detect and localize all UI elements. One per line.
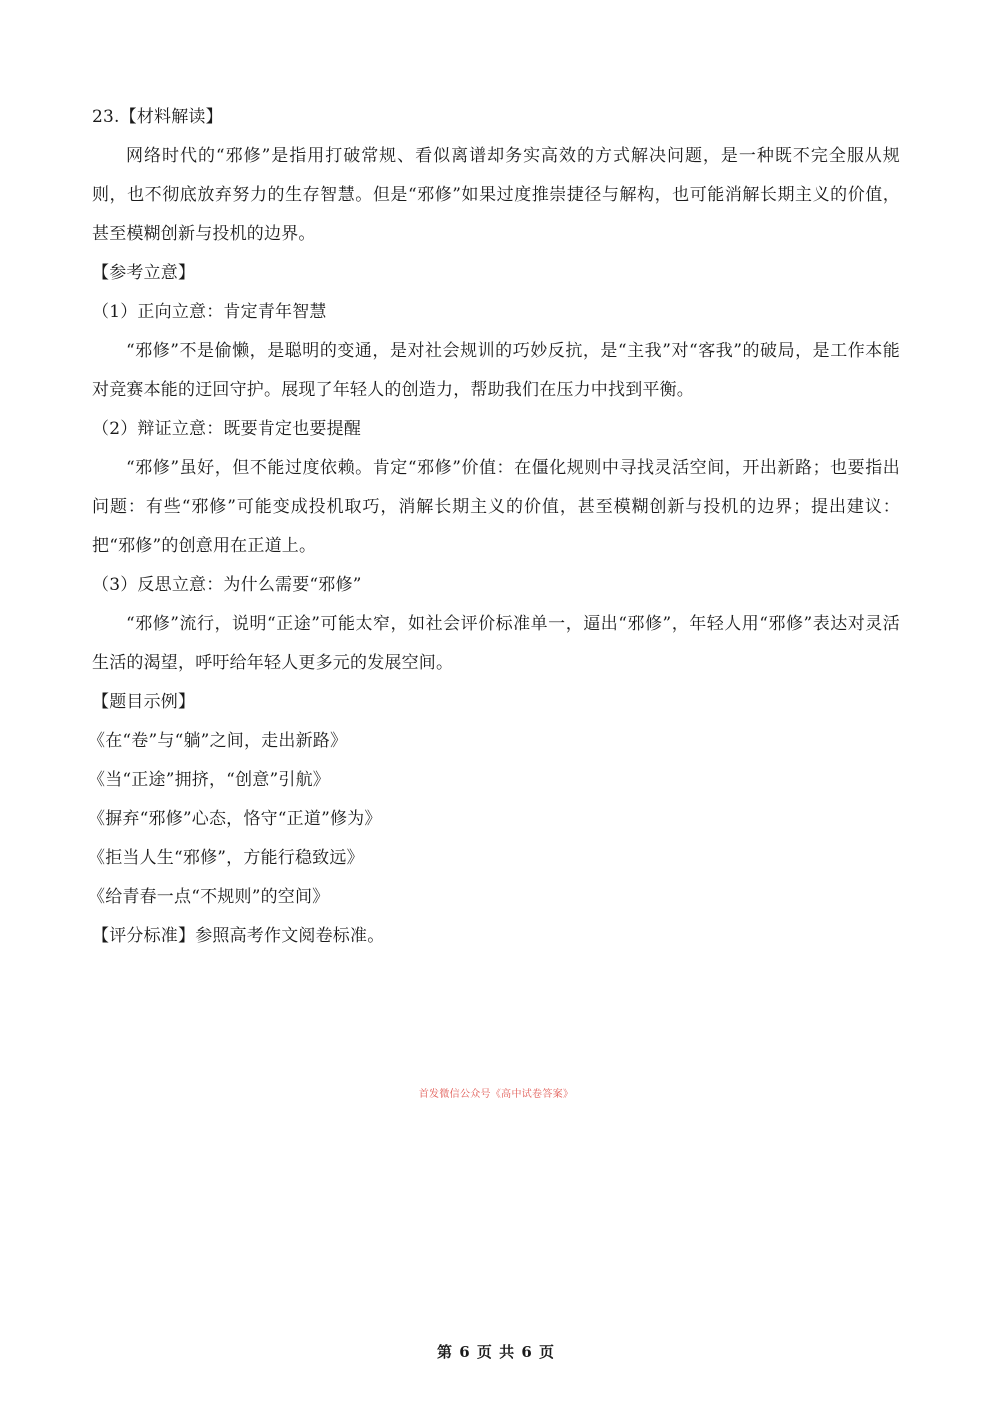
- scoring-standard: 【评分标准】参照高考作文阅卷标准。: [92, 926, 385, 946]
- example-title: 《拒当人生“邪修”，方能行稳致远》: [88, 848, 364, 868]
- example-titles-list: [88, 722, 900, 917]
- angle-3-body: “邪修”流行，说明“正途”可能太窄，如社会评价标准单一，逼出“邪修”，年轻人用“邪修”表达对灵活生活的渴望，呼吁给年轻人更多元的发展空间。: [92, 614, 900, 673]
- document-body: [88, 98, 900, 956]
- material-heading: 23.【材料解读】: [92, 107, 223, 127]
- material-paragraph: 网络时代的“邪修”是指用打破常规、看似离谱却务实高效的方式解决问题，是一种既不完全服从规则，也不彻底放弃努力的生存智慧。但是“邪修”如果过度推崇捷径与解构，也可能消解长期主义的价值，甚至模糊创新与投机的边界。: [92, 146, 900, 244]
- page-number-footer: 第 6 页 共 6 页: [437, 1343, 555, 1361]
- angle-2-title: （2）辩证立意：既要肯定也要提醒: [92, 419, 362, 439]
- titles-heading: 【题目示例】: [92, 692, 196, 712]
- example-title: 《给青春一点“不规则”的空间》: [88, 887, 330, 907]
- watermark-text: 首发微信公众号《高中试卷答案》: [418, 1089, 574, 1100]
- example-title: 《摒弃“邪修”心态，恪守“正道”修为》: [88, 809, 382, 829]
- example-title: 《在“卷”与“躺”之间，走出新路》: [88, 731, 348, 751]
- reference-heading: 【参考立意】: [92, 263, 196, 283]
- angle-3-title: （3）反思立意：为什么需要“邪修”: [92, 575, 362, 595]
- angle-2-body: “邪修”虽好，但不能过度依赖。肯定“邪修”价值：在僵化规则中寻找灵活空间，开出新路；也要指出问题：有些“邪修”可能变成投机取巧，消解长期主义的价值，甚至模糊创新与投机的边界；提出建议：把“邪修”的创意用在正道上。: [92, 458, 900, 556]
- angle-1-title: （1）正向立意：肯定青年智慧: [92, 302, 327, 322]
- example-title: 《当“正途”拥挤，“创意”引航》: [88, 770, 330, 790]
- angle-1-body: “邪修”不是偷懒，是聪明的变通，是对社会规训的巧妙反抗，是“主我”对“客我”的破局，是工作本能对竞赛本能的迂回守护。展现了年轻人的创造力，帮助我们在压力中找到平衡。: [92, 341, 900, 400]
